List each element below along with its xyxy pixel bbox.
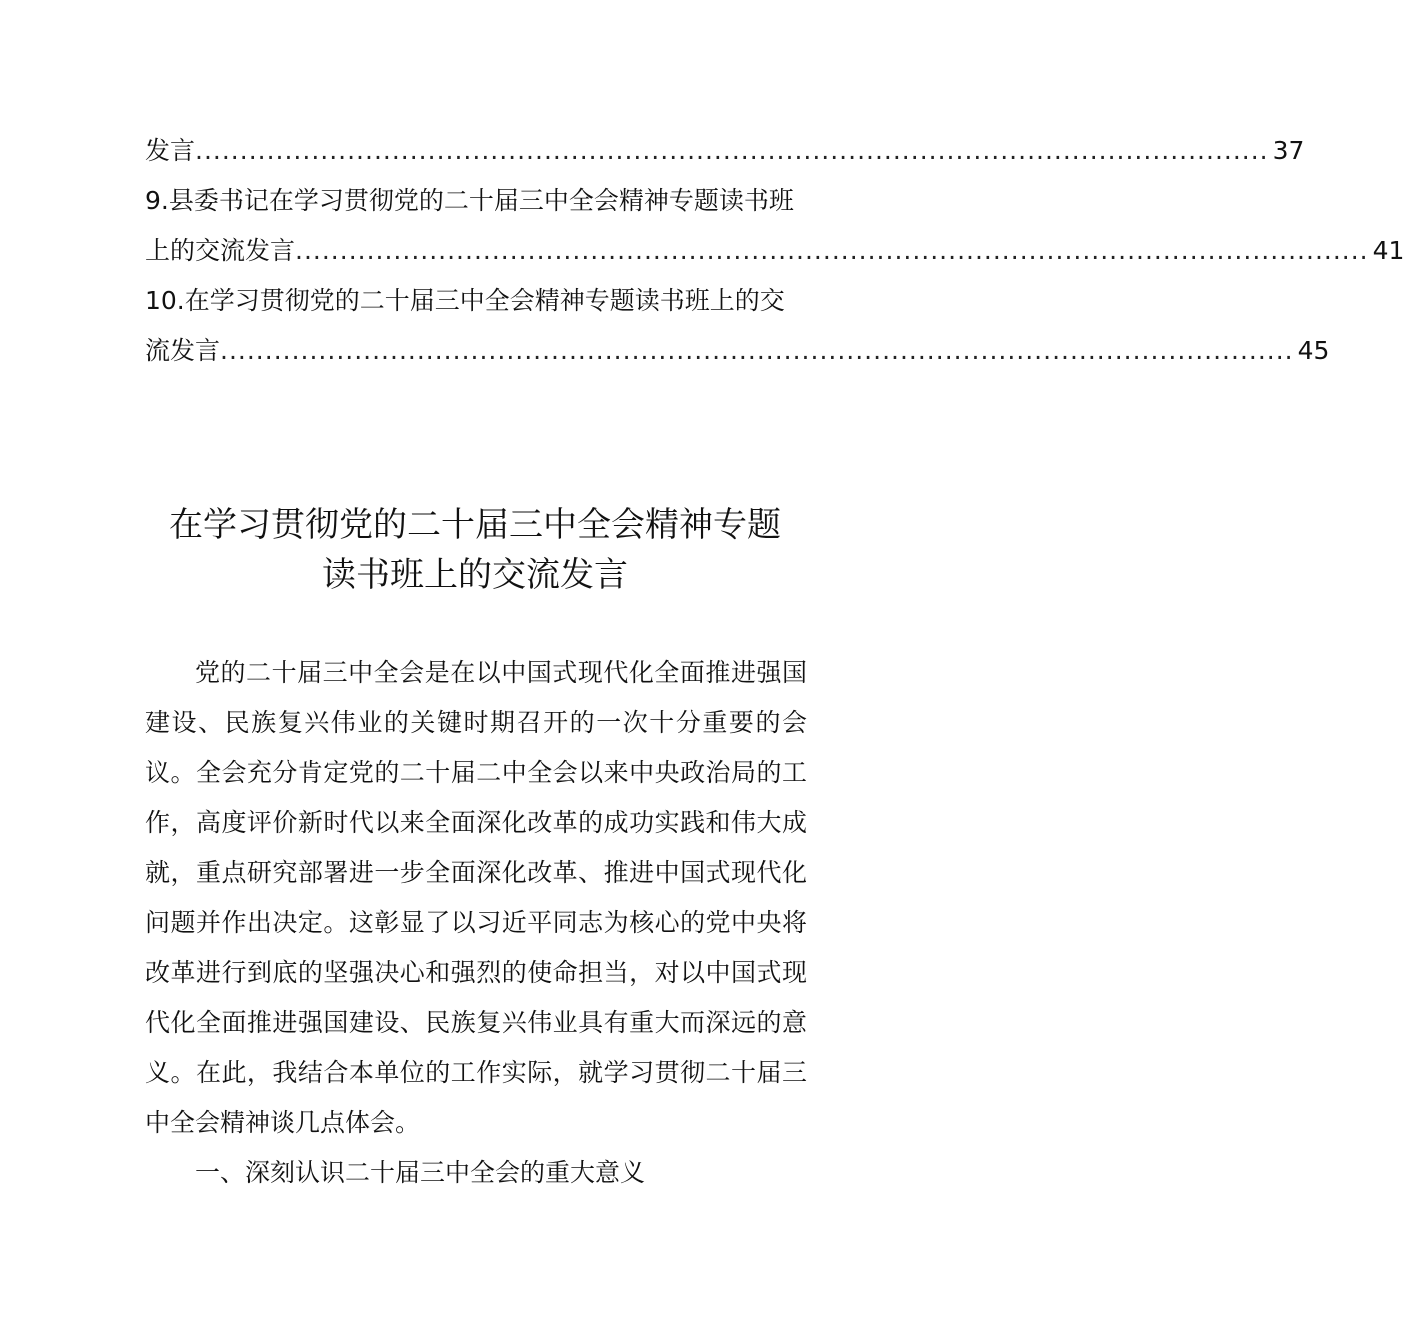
toc-entry-text: 9.县委书记在学习贯彻党的二十届三中全会精神专题读书班 [145,186,794,215]
toc-page-number: 41 [1372,236,1404,265]
toc-entry-text: 上的交流发言 [145,236,296,265]
toc-entry-9-line1[interactable] [145,176,805,226]
section-heading: 一、深刻认识二十届三中全会的重大意义 [195,1158,646,1187]
document-body [145,648,807,1198]
toc-leader-dots: ........................................................................................................................ [220,336,1294,365]
toc-leader-dots: ........................................................................................................................ [295,236,1369,265]
toc-entry-text: 10.在学习贯彻党的二十届三中全会精神专题读书班上的交 [145,286,785,315]
title-line-2: 读书班上的交流发言 [322,555,628,595]
toc-page-number: 45 [1297,336,1330,365]
toc-leader-dots: ........................................................................................................................ [195,136,1269,165]
toc-entry-10-line1[interactable] [145,276,805,326]
toc-entry-text: 流发言 [145,336,221,365]
toc-page-number: 37 [1272,136,1305,165]
toc-entry-10-line2[interactable] [145,326,1330,376]
body-paragraph: 党的二十届三中全会是在以中国式现代化全面推进强国建设、民族复兴伟业的关键时期召开的一次十分重要的会议。全会充分肯定党的二十届二中全会以来中央政治局的工作，高度评价新时代以来全面深化改革的成功实践和伟大成就，重点研究部署进一步全面深化改革、推进中国式现代化问题并作出决定。这彰显了以习近平同志为核心的党中央将改革进行到底的坚强决心和强烈的使命担当，对以中国式现代化全面推进强国建设、民族复兴伟业具有重大而深远的意义。在此，我结合本单位的工作实际，就学习贯彻二十届三中全会精神谈几点体会。 [145,658,807,1137]
document-title [120,500,830,600]
table-of-contents [145,126,1404,376]
toc-entry-8-tail[interactable] [145,126,1305,176]
title-line-1: 在学习贯彻党的二十届三中全会精神专题 [169,505,781,545]
toc-entry-text: 发言 [145,136,196,165]
toc-entry-9-line2[interactable] [145,226,1404,276]
